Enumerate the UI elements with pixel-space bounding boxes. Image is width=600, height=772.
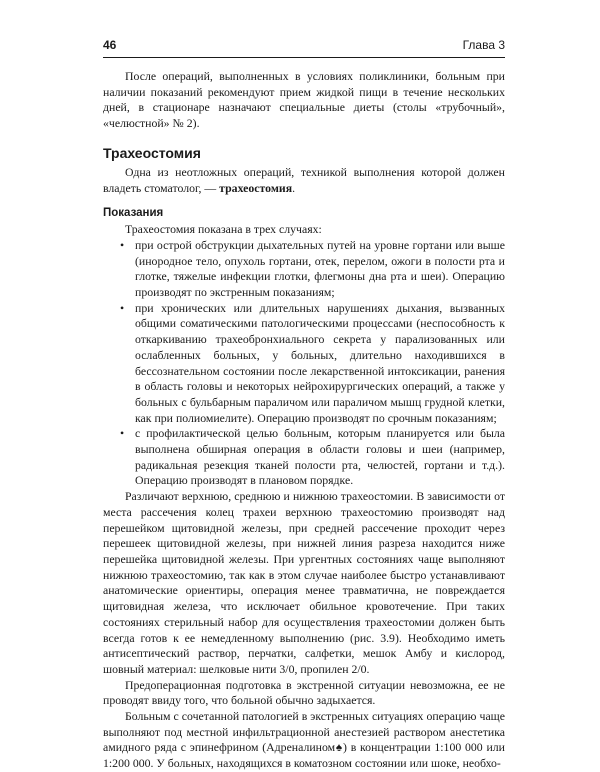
section-heading: Трахеостомия	[103, 144, 201, 161]
body-paragraph: Больным с сочетанной патологией в экстренных ситуациях операцию чаще выполняют под местной инфильтрационной анестезией раствором анестетика амидного ряда с эпинефрином (Адреналином♠) в концентрации 1:100 000 или 1:200 000. У больных, находящихся в коматозном состоянии или шоке, необхо-	[103, 709, 505, 771]
running-header	[103, 38, 505, 54]
list-item	[103, 426, 505, 489]
page-number: 46	[103, 38, 117, 52]
bullet-icon: •	[120, 426, 125, 441]
body-paragraph: Различают верхнюю, среднюю и нижнюю трахеостомии. В зависимости от места рассечения колец трахеи верхнюю трахеостомию производят над перешейком щитовидной железы, при средней рассечение проходит через перешеек щитовидной железы, при нижней линия разреза находится ниже перешейка щитовидной железы. При ургентных состояниях чаще выполняют нижнюю трахеостомию, так как в этом случае наиболее быстро устанавливают анатомические ориентиры, операция менее травматична, не повреждается щитовидная железа, что исключает обильное кровотечение. При таких состояниях стерильный набор для осуществления трахеостомии должен быть всегда готов к ее немедленному выполнению (рис. 3.9). Необходимо иметь антисептический раствор, перчатки, салфетки, мешок Амбу и кислород, шовный материал: шелковые нити 3/0, пропилен 2/0.	[103, 489, 505, 676]
list-item	[103, 301, 505, 427]
bullet-icon: •	[120, 300, 125, 315]
section-paragraph	[103, 165, 505, 196]
subsection-heading: Показания	[103, 207, 164, 220]
page-content	[103, 69, 505, 772]
list-item-text: при хронических или длительных нарушениях дыхания, вызванных общими соматическими патологическими процессами (неспособность к откаркиванию трахеобронхиального секрета у парализованных или ослабленных больных, у больных, длительно находившихся в бессознательном состоянии после лекарственной интоксикации, ранения в область головы и некоторых нейрохирургических операций, а также у больных с бульбарным параличом или параличом мышц грудной клетки, как при полиомиелите). Операцию производят по срочным показаниям;	[135, 300, 505, 425]
list-item-text: при острой обструкции дыхательных путей на уровне гортани или выше (инородное тело, опухоль гортани, отек, перелом, ожоги в полости рта и глотке, тяжелые инфекции глотки, флегмоны дна рта и шеи). Операцию производят по экстренным показаниям;	[135, 237, 505, 300]
list-item	[103, 238, 505, 301]
intro-paragraph: После операций, выполненных в условиях поликлиники, больным при наличии показаний рекомендуют прием жидкой пищи в течение нескольких дней, в стационаре назначают специальные диеты (столы «трубочный», «челюстной» № 2).	[103, 69, 505, 131]
section-paragraph-end: .	[292, 180, 296, 195]
indications-lead: Трахеостомия показана в трех случаях:	[125, 222, 322, 237]
header-divider	[103, 57, 505, 58]
section-paragraph-term: трахеостомия	[219, 180, 293, 195]
list-item-text: с профилактической целью больным, которым планируется или была выполнена обширная операция в области головы и шеи (например, радикальная резекция тканей полости рта, челюстей, гортани и т.д.). Операцию производят в плановом порядке.	[135, 426, 505, 488]
body-paragraph: Предоперационная подготовка в экстренной ситуации невозможна, ее не проводят ввиду того, что больной обычно задыхается.	[103, 677, 505, 708]
indications-list	[103, 238, 505, 489]
bullet-icon: •	[120, 237, 125, 252]
section-paragraph-text: Одна из неотложных операций, техникой выполнения которой должен владеть стоматолог, —	[103, 164, 505, 195]
chapter-title: Глава 3	[462, 38, 505, 52]
